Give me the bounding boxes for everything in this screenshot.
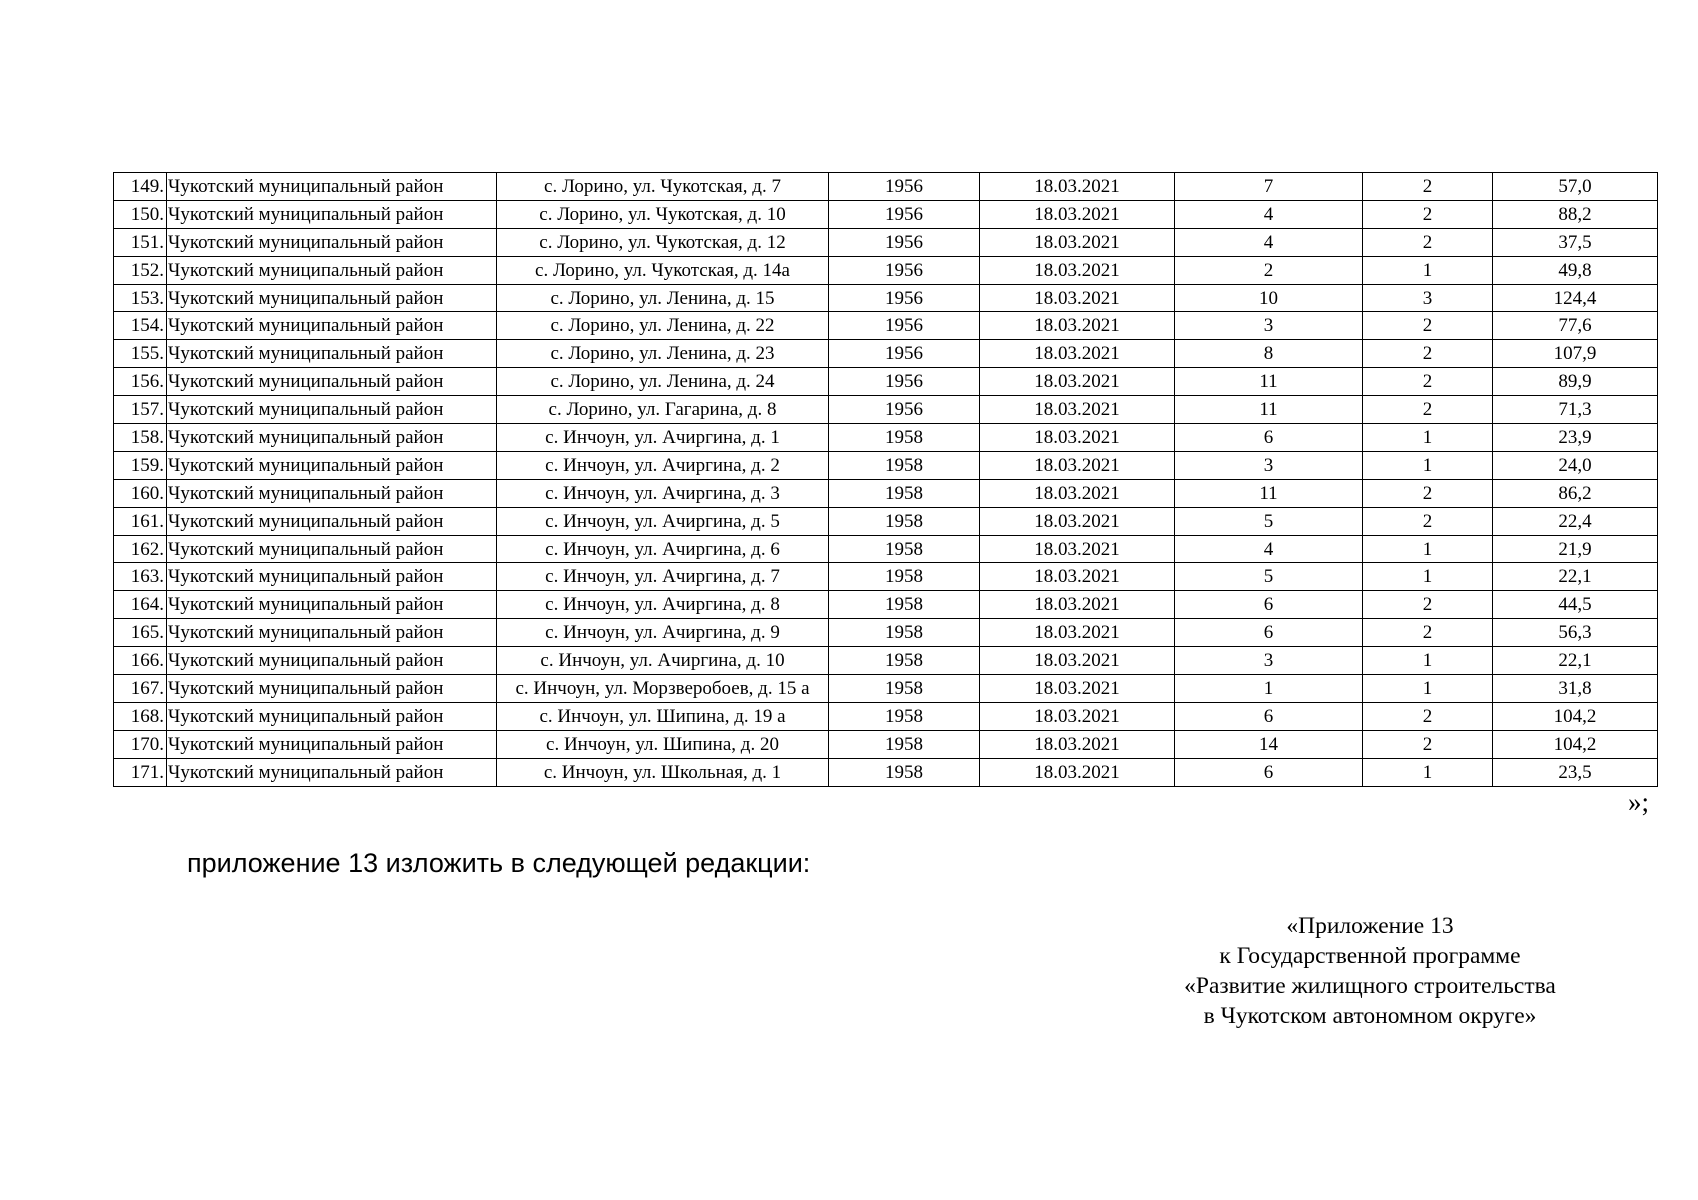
cell-column-7: 2 [1363,173,1493,201]
cell-year: 1958 [829,479,980,507]
cell-district: Чукотский муниципальный район [167,424,497,452]
table-row [114,256,1658,284]
table-row [114,451,1658,479]
cell-column-6: 11 [1175,479,1363,507]
cell-area: 22,4 [1493,507,1658,535]
cell-district: Чукотский муниципальный район [167,368,497,396]
cell-row-number: 159. [114,451,167,479]
cell-area: 104,2 [1493,730,1658,758]
cell-column-7: 2 [1363,340,1493,368]
cell-date: 18.03.2021 [980,200,1175,228]
table-row [114,200,1658,228]
table-row [114,702,1658,730]
cell-column-6: 14 [1175,730,1363,758]
table-row [114,675,1658,703]
cell-date: 18.03.2021 [980,479,1175,507]
cell-column-7: 3 [1363,284,1493,312]
cell-address: с. Лорино, ул. Ленина, д. 23 [497,340,829,368]
table-row [114,312,1658,340]
cell-area: 107,9 [1493,340,1658,368]
cell-date: 18.03.2021 [980,758,1175,786]
cell-area: 31,8 [1493,675,1658,703]
appendix-header [1160,911,1580,1031]
cell-column-7: 2 [1363,368,1493,396]
cell-district: Чукотский муниципальный район [167,312,497,340]
cell-address: с. Инчоун, ул. Ачиргина, д. 10 [497,647,829,675]
cell-address: с. Инчоун, ул. Ачиргина, д. 2 [497,451,829,479]
cell-area: 86,2 [1493,479,1658,507]
cell-address: с. Инчоун, ул. Ачиргина, д. 8 [497,591,829,619]
cell-address: с. Лорино, ул. Ленина, д. 24 [497,368,829,396]
cell-address: с. Лорино, ул. Чукотская, д. 10 [497,200,829,228]
cell-address: с. Инчоун, ул. Ачиргина, д. 7 [497,563,829,591]
cell-address: с. Лорино, ул. Ленина, д. 22 [497,312,829,340]
table-row [114,507,1658,535]
cell-date: 18.03.2021 [980,563,1175,591]
table-row [114,535,1658,563]
cell-column-6: 5 [1175,563,1363,591]
cell-area: 89,9 [1493,368,1658,396]
cell-column-6: 11 [1175,396,1363,424]
cell-column-6: 6 [1175,758,1363,786]
cell-year: 1958 [829,563,980,591]
cell-year: 1956 [829,284,980,312]
cell-year: 1956 [829,200,980,228]
cell-row-number: 171. [114,758,167,786]
cell-column-7: 1 [1363,563,1493,591]
cell-district: Чукотский муниципальный район [167,619,497,647]
cell-column-6: 4 [1175,535,1363,563]
cell-district: Чукотский муниципальный район [167,479,497,507]
cell-row-number: 154. [114,312,167,340]
cell-row-number: 162. [114,535,167,563]
cell-year: 1956 [829,340,980,368]
table-row [114,730,1658,758]
table-row [114,284,1658,312]
cell-year: 1958 [829,730,980,758]
cell-district: Чукотский муниципальный район [167,228,497,256]
cell-date: 18.03.2021 [980,675,1175,703]
cell-area: 22,1 [1493,647,1658,675]
cell-date: 18.03.2021 [980,647,1175,675]
cell-column-6: 5 [1175,507,1363,535]
cell-column-6: 7 [1175,173,1363,201]
cell-column-6: 8 [1175,340,1363,368]
cell-address: с. Инчоун, ул. Школьная, д. 1 [497,758,829,786]
cell-row-number: 151. [114,228,167,256]
cell-district: Чукотский муниципальный район [167,284,497,312]
cell-district: Чукотский муниципальный район [167,451,497,479]
cell-row-number: 170. [114,730,167,758]
table-row [114,368,1658,396]
cell-address: с. Инчоун, ул. Ачиргина, д. 5 [497,507,829,535]
appendix-header-line: «Развитие жилищного строительства [1184,973,1556,999]
cell-column-7: 2 [1363,228,1493,256]
cell-date: 18.03.2021 [980,340,1175,368]
cell-area: 57,0 [1493,173,1658,201]
cell-address: с. Лорино, ул. Чукотская, д. 12 [497,228,829,256]
cell-area: 23,9 [1493,424,1658,452]
table-row [114,563,1658,591]
appendix-header-line: к Государственной программе [1219,943,1521,969]
cell-address: с. Лорино, ул. Чукотская, д. 14а [497,256,829,284]
cell-column-7: 2 [1363,312,1493,340]
cell-year: 1958 [829,758,980,786]
cell-year: 1958 [829,702,980,730]
cell-column-7: 2 [1363,200,1493,228]
cell-column-6: 3 [1175,647,1363,675]
cell-year: 1958 [829,424,980,452]
cell-row-number: 166. [114,647,167,675]
cell-year: 1958 [829,507,980,535]
cell-column-7: 1 [1363,256,1493,284]
cell-column-6: 4 [1175,228,1363,256]
cell-year: 1958 [829,591,980,619]
cell-year: 1958 [829,619,980,647]
cell-column-6: 2 [1175,256,1363,284]
cell-column-6: 6 [1175,619,1363,647]
cell-area: 88,2 [1493,200,1658,228]
cell-date: 18.03.2021 [980,173,1175,201]
cell-row-number: 153. [114,284,167,312]
appendix-header-line: «Приложение 13 [1286,913,1454,939]
cell-column-7: 1 [1363,758,1493,786]
cell-area: 24,0 [1493,451,1658,479]
cell-column-7: 2 [1363,619,1493,647]
cell-column-6: 6 [1175,591,1363,619]
cell-district: Чукотский муниципальный район [167,730,497,758]
cell-row-number: 157. [114,396,167,424]
cell-year: 1958 [829,675,980,703]
cell-area: 77,6 [1493,312,1658,340]
cell-date: 18.03.2021 [980,507,1175,535]
cell-area: 124,4 [1493,284,1658,312]
table-row [114,479,1658,507]
cell-year: 1956 [829,368,980,396]
cell-address: с. Инчоун, ул. Шипина, д. 19 а [497,702,829,730]
cell-row-number: 161. [114,507,167,535]
table-row [114,396,1658,424]
cell-area: 71,3 [1493,396,1658,424]
cell-area: 56,3 [1493,619,1658,647]
cell-date: 18.03.2021 [980,702,1175,730]
cell-row-number: 165. [114,619,167,647]
cell-column-7: 1 [1363,535,1493,563]
cell-date: 18.03.2021 [980,312,1175,340]
cell-year: 1956 [829,256,980,284]
cell-date: 18.03.2021 [980,396,1175,424]
cell-column-7: 1 [1363,424,1493,452]
cell-address: с. Лорино, ул. Гагарина, д. 8 [497,396,829,424]
cell-column-6: 10 [1175,284,1363,312]
cell-year: 1958 [829,451,980,479]
cell-area: 49,8 [1493,256,1658,284]
table-row [114,619,1658,647]
cell-area: 104,2 [1493,702,1658,730]
cell-district: Чукотский муниципальный район [167,758,497,786]
cell-address: с. Инчоун, ул. Ачиргина, д. 9 [497,619,829,647]
table-row [114,647,1658,675]
instruction-text: приложение 13 изложить в следующей редакции: [187,848,811,878]
cell-district: Чукотский муниципальный район [167,563,497,591]
cell-column-6: 1 [1175,675,1363,703]
cell-district: Чукотский муниципальный район [167,591,497,619]
cell-area: 22,1 [1493,563,1658,591]
cell-date: 18.03.2021 [980,368,1175,396]
cell-date: 18.03.2021 [980,256,1175,284]
cell-address: с. Инчоун, ул. Ачиргина, д. 1 [497,424,829,452]
table-row [114,591,1658,619]
cell-column-7: 2 [1363,507,1493,535]
cell-address: с. Инчоун, ул. Морзверобоев, д. 15 а [497,675,829,703]
cell-row-number: 149. [114,173,167,201]
cell-district: Чукотский муниципальный район [167,173,497,201]
cell-date: 18.03.2021 [980,424,1175,452]
cell-year: 1958 [829,535,980,563]
cell-district: Чукотский муниципальный район [167,396,497,424]
cell-district: Чукотский муниципальный район [167,675,497,703]
cell-row-number: 150. [114,200,167,228]
cell-area: 44,5 [1493,591,1658,619]
cell-column-7: 1 [1363,675,1493,703]
cell-row-number: 163. [114,563,167,591]
cell-row-number: 160. [114,479,167,507]
cell-date: 18.03.2021 [980,730,1175,758]
cell-column-7: 2 [1363,479,1493,507]
cell-column-6: 3 [1175,312,1363,340]
cell-row-number: 167. [114,675,167,703]
cell-row-number: 152. [114,256,167,284]
table-row [114,424,1658,452]
cell-address: с. Лорино, ул. Ленина, д. 15 [497,284,829,312]
cell-area: 21,9 [1493,535,1658,563]
cell-column-7: 2 [1363,730,1493,758]
cell-district: Чукотский муниципальный район [167,256,497,284]
cell-date: 18.03.2021 [980,619,1175,647]
cell-row-number: 168. [114,702,167,730]
cell-area: 37,5 [1493,228,1658,256]
cell-district: Чукотский муниципальный район [167,200,497,228]
housing-registry-table [113,172,1658,787]
cell-column-7: 1 [1363,451,1493,479]
table-row [114,340,1658,368]
cell-row-number: 164. [114,591,167,619]
cell-district: Чукотский муниципальный район [167,340,497,368]
table-row [114,173,1658,201]
cell-year: 1956 [829,396,980,424]
cell-area: 23,5 [1493,758,1658,786]
cell-row-number: 156. [114,368,167,396]
cell-district: Чукотский муниципальный район [167,535,497,563]
table-row [114,758,1658,786]
cell-address: с. Лорино, ул. Чукотская, д. 7 [497,173,829,201]
cell-date: 18.03.2021 [980,451,1175,479]
cell-row-number: 158. [114,424,167,452]
closing-quote: »; [1628,787,1650,817]
cell-column-7: 2 [1363,396,1493,424]
cell-column-6: 6 [1175,424,1363,452]
table-body [114,173,1658,787]
cell-column-7: 2 [1363,591,1493,619]
cell-date: 18.03.2021 [980,591,1175,619]
cell-year: 1956 [829,173,980,201]
cell-address: с. Инчоун, ул. Шипина, д. 20 [497,730,829,758]
cell-year: 1958 [829,647,980,675]
appendix-header-line: в Чукотском автономном округе» [1203,1003,1537,1029]
cell-column-6: 11 [1175,368,1363,396]
cell-date: 18.03.2021 [980,535,1175,563]
cell-column-7: 2 [1363,702,1493,730]
cell-district: Чукотский муниципальный район [167,702,497,730]
cell-district: Чукотский муниципальный район [167,647,497,675]
cell-date: 18.03.2021 [980,228,1175,256]
cell-column-6: 3 [1175,451,1363,479]
cell-year: 1956 [829,228,980,256]
cell-column-7: 1 [1363,647,1493,675]
cell-column-6: 6 [1175,702,1363,730]
cell-address: с. Инчоун, ул. Ачиргина, д. 3 [497,479,829,507]
cell-column-6: 4 [1175,200,1363,228]
cell-address: с. Инчоун, ул. Ачиргина, д. 6 [497,535,829,563]
cell-district: Чукотский муниципальный район [167,507,497,535]
cell-row-number: 155. [114,340,167,368]
table-row [114,228,1658,256]
cell-date: 18.03.2021 [980,284,1175,312]
cell-year: 1956 [829,312,980,340]
